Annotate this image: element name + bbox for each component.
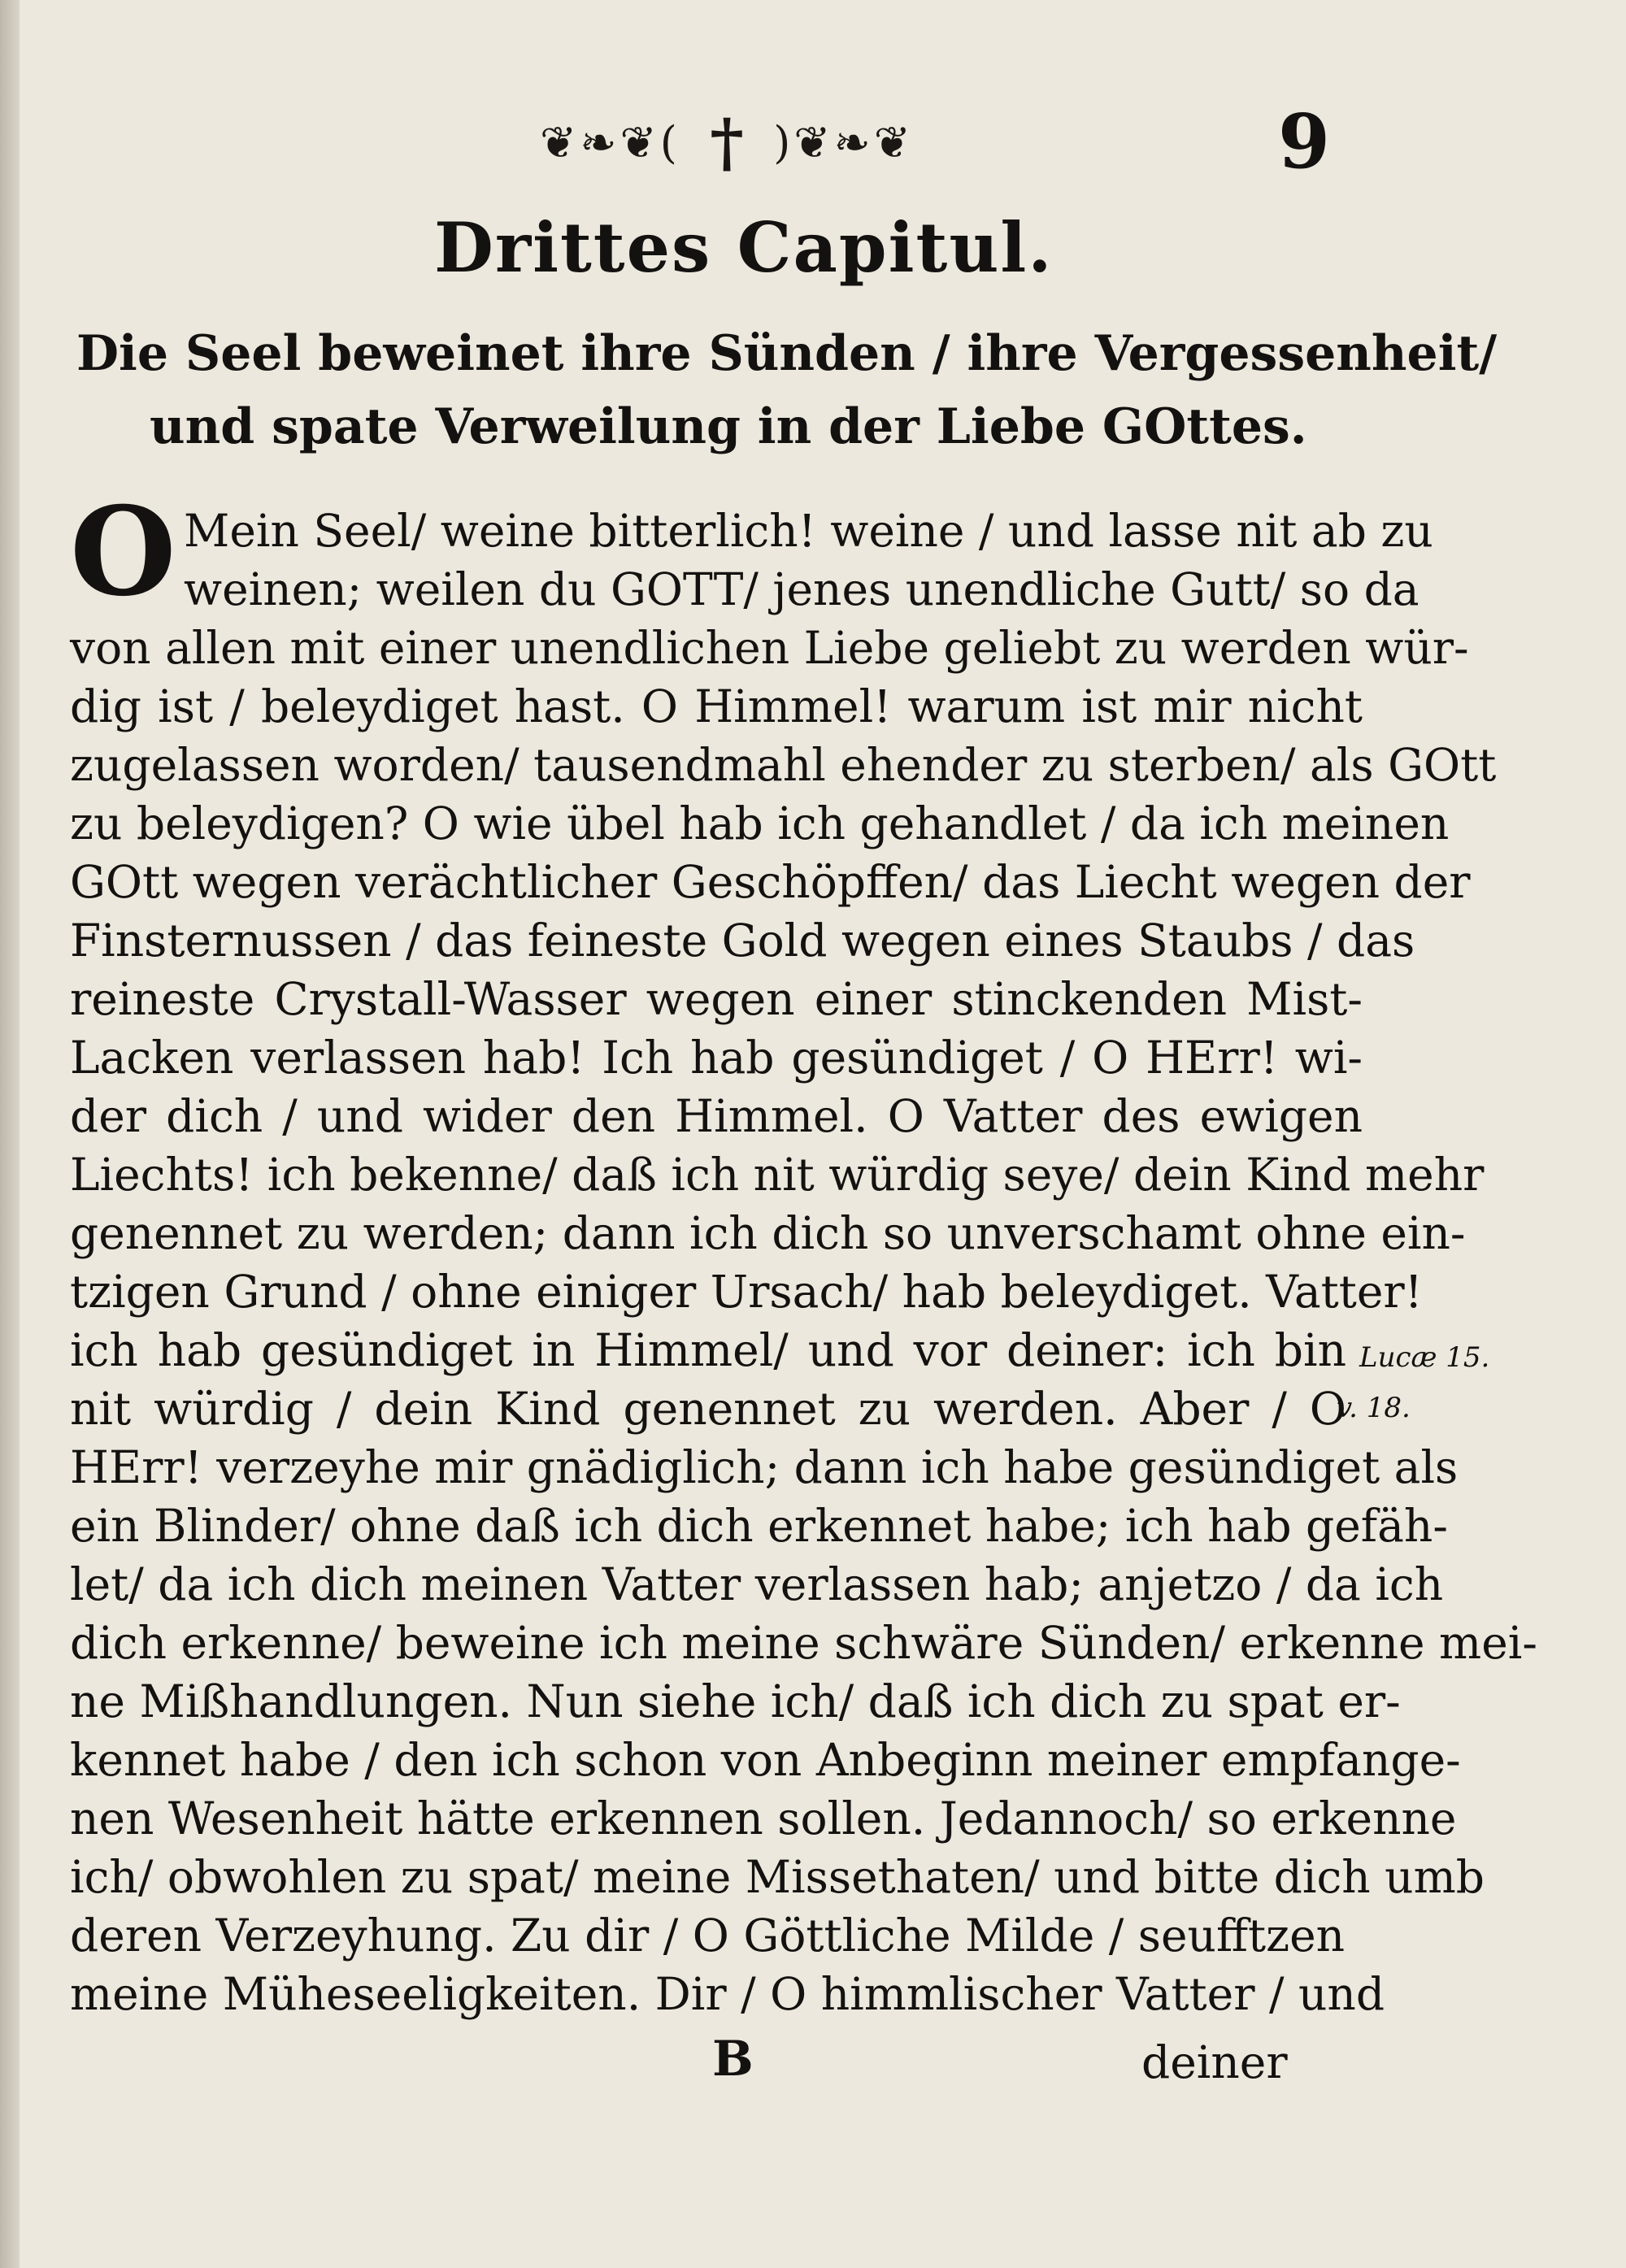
chapter-subtitle-line-1: Die Seel beweinet ihre Sünden / ihre Vergessenheit/ xyxy=(76,325,1498,382)
chapter-title: Drittes Capitul. xyxy=(434,207,1054,288)
ornament-left: ❦❧❦( xyxy=(540,116,680,168)
body-line: Liechts! ich bekenne/ daß ich nit würdig seye/ dein Kind mehr xyxy=(70,1149,1485,1201)
body-line: HErr! verzeyhe mir gnädiglich; dann ich habe gesündiget als xyxy=(70,1441,1459,1493)
body-line: tzigen Grund / ohne einiger Ursach/ hab beleydiget. Vatter! xyxy=(70,1266,1423,1318)
catchword: deiner xyxy=(1141,2036,1288,2088)
margin-note-verse: v. 18. xyxy=(1337,1392,1411,1424)
body-line: zu beleydigen? O wie übel hab ich gehandlet / da ich meinen xyxy=(70,797,1450,849)
body-line: reineste Crystall-Wasser wegen einer stinckenden Mist- xyxy=(70,973,1363,1025)
body-line: kennet habe / den ich schon von Anbeginn meiner empfange- xyxy=(70,1734,1461,1786)
body-line: Lacken verlassen hab! Ich hab gesündiget / O HErr! wi- xyxy=(70,1032,1363,1084)
body-line: Mein Seel/ weine bitterlich! weine / und lasse nit ab zu xyxy=(184,505,1433,557)
body-line: von allen mit einer unendlichen Liebe geliebt zu werden wür- xyxy=(70,622,1469,674)
body-line: genennet zu werden; dann ich dich so unverschamt ohne ein- xyxy=(70,1207,1466,1259)
margin-note-reference: Lucæ 15. xyxy=(1359,1341,1490,1374)
body-line: ne Mißhandlungen. Nun siehe ich/ daß ich dich zu spat er- xyxy=(70,1675,1401,1727)
body-line: dig ist / beleydiget hast. O Himmel! warum ist mir nicht xyxy=(70,680,1363,732)
ornament-right: )❦❧❦ xyxy=(773,116,914,168)
body-line: deren Verzeyhung. Zu dir / O Göttliche Milde / seufftzen xyxy=(70,1910,1346,1962)
book-page xyxy=(20,0,1626,2268)
body-line: meine Müheseeligkeiten. Dir / O himmlischer Vatter / und xyxy=(70,1968,1385,2020)
body-line: ein Blinder/ ohne daß ich dich erkennet habe; ich hab gefäh- xyxy=(70,1500,1448,1552)
body-line: Finsternussen / das feineste Gold wegen eines Staubs / das xyxy=(70,915,1415,967)
body-line: der dich / und wider den Himmel. O Vatter des ewigen xyxy=(70,1090,1363,1142)
page-number: 9 xyxy=(1278,98,1331,185)
cross-icon: † xyxy=(710,104,744,180)
body-line: dich erkenne/ beweine ich meine schwäre Sünden/ erkenne mei- xyxy=(70,1617,1537,1669)
drop-cap-initial: O xyxy=(70,480,176,623)
chapter-subtitle-line-2: und spate Verweilung in der Liebe GOttes. xyxy=(150,398,1307,455)
body-line: ich hab gesündiget in Himmel/ und vor deiner: ich bin xyxy=(70,1324,1346,1376)
body-line: GOtt wegen verächtlicher Geschöpffen/ das Liecht wegen der xyxy=(70,856,1471,908)
body-line: weinen; weilen du GOTT/ jenes unendliche Gutt/ so da xyxy=(184,563,1419,615)
body-line: zugelassen worden/ tausendmahl ehender zu sterben/ als GOtt xyxy=(70,739,1497,791)
body-line: ich/ obwohlen zu spat/ meine Missethaten/ und bitte dich umb xyxy=(70,1851,1485,1903)
header-ornament xyxy=(540,106,914,179)
body-line: nen Wesenheit hätte erkennen sollen. Jedannoch/ so erkenne xyxy=(70,1792,1457,1844)
signature-mark: B xyxy=(712,2031,754,2088)
body-line: nit würdig / dein Kind genennet zu werden. Aber / O xyxy=(70,1383,1346,1435)
body-line: let/ da ich dich meinen Vatter verlassen hab; anjetzo / da ich xyxy=(70,1558,1444,1610)
book-binding-edge xyxy=(0,0,20,2268)
